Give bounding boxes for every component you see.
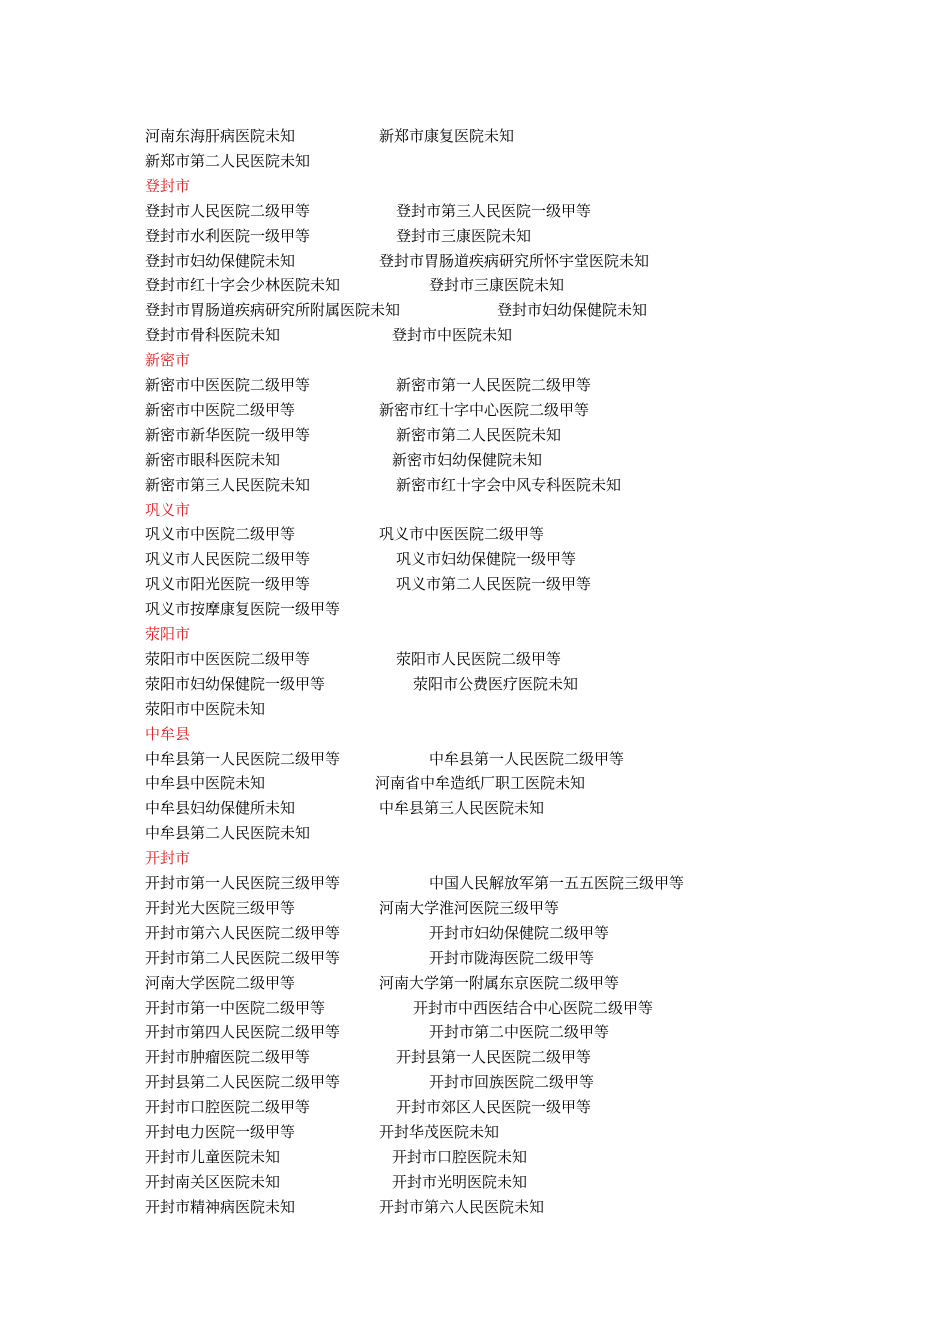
- hospital-entry-right: 登封市三康医院未知: [396, 226, 532, 245]
- hospital-entry-left: 开封市口腔医院二级甲等: [145, 1098, 311, 1117]
- hospital-entry-left: 中牟县中医院未知: [145, 774, 266, 793]
- hospital-entry-right: 开封市回族医院二级甲等: [429, 1073, 595, 1092]
- hospital-entry-left: 新郑市第二人民医院未知: [145, 151, 311, 170]
- section-heading: 开封市: [145, 849, 191, 868]
- hospital-entry-left: 登封市人民医院二级甲等: [145, 201, 311, 220]
- hospital-entry-left: 登封市水利医院一级甲等: [145, 226, 311, 245]
- hospital-entry-left: 荥阳市妇幼保健院一级甲等: [145, 674, 326, 693]
- hospital-entry-left: 开封市第六人民医院二级甲等: [145, 923, 341, 942]
- hospital-entry-left: 中牟县第二人民医院未知: [145, 824, 311, 843]
- hospital-entry-left: 开封市儿童医院未知: [145, 1147, 281, 1166]
- hospital-entry-left: 登封市胃肠道疾病研究所附属医院未知: [145, 301, 401, 320]
- hospital-entry-left: 登封市骨科医院未知: [145, 326, 281, 345]
- section-heading: 新密市: [145, 351, 191, 370]
- hospital-entry-right: 新密市妇幼保健院未知: [392, 450, 543, 469]
- hospital-entry-left: 巩义市中医院二级甲等: [145, 525, 296, 544]
- hospital-entry-right: 新密市红十字中心医院二级甲等: [379, 400, 590, 419]
- hospital-entry-left: 开封县第二人民医院二级甲等: [145, 1073, 341, 1092]
- hospital-entry-right: 巩义市妇幼保健院一级甲等: [396, 550, 577, 569]
- hospital-entry-right: 登封市妇幼保健院未知: [497, 301, 648, 320]
- hospital-entry-left: 开封市肿瘤医院二级甲等: [145, 1048, 311, 1067]
- hospital-entry-right: 开封市郊区人民医院一级甲等: [396, 1098, 592, 1117]
- hospital-entry-left: 开封市第二人民医院二级甲等: [145, 948, 341, 967]
- hospital-entry-left: 开封市第一中医院二级甲等: [145, 998, 326, 1017]
- hospital-entry-right: 河南省中牟造纸厂职工医院未知: [375, 774, 586, 793]
- hospital-entry-right: 河南大学淮河医院三级甲等: [379, 898, 560, 917]
- section-heading: 中牟县: [145, 724, 191, 743]
- hospital-entry-left: 登封市红十字会少林医院未知: [145, 276, 341, 295]
- hospital-entry-left: 开封市第一人民医院三级甲等: [145, 874, 341, 892]
- hospital-entry-right: 登封市三康医院未知: [429, 276, 565, 295]
- hospital-entry-right: 荥阳市人民医院二级甲等: [396, 649, 562, 668]
- hospital-entry-left: 巩义市阳光医院一级甲等: [145, 575, 311, 594]
- hospital-entry-right: 开封市妇幼保健院二级甲等: [429, 923, 610, 942]
- hospital-entry-left: 新密市眼科医院未知: [145, 450, 281, 469]
- hospital-entry-left: 新密市新华医院一级甲等: [145, 425, 311, 444]
- hospital-entry-left: 开封电力医院一级甲等: [145, 1123, 296, 1141]
- hospital-entry-right: 新密市第二人民医院未知: [396, 425, 562, 444]
- section-heading: 登封市: [145, 176, 191, 195]
- hospital-entry-right: 开封市第二中医院二级甲等: [429, 1023, 610, 1042]
- hospital-entry-right: 开封市陇海医院二级甲等: [429, 948, 595, 967]
- hospital-entry-right: 开封县第一人民医院二级甲等: [396, 1048, 592, 1067]
- hospital-entry-left: 河南大学医院二级甲等: [145, 973, 296, 992]
- hospital-entry-right: 开封市口腔医院未知: [392, 1147, 528, 1166]
- hospital-entry-left: 中牟县妇幼保健所未知: [145, 799, 296, 818]
- hospital-entry-left: 开封南关区医院未知: [145, 1172, 281, 1191]
- hospital-entry-right: 河南大学第一附属东京医院二级甲等: [379, 973, 620, 992]
- hospital-entry-left: 新密市中医院二级甲等: [145, 400, 296, 419]
- hospital-entry-right: 开封市中西医结合中心医院二级甲等: [413, 998, 654, 1017]
- section-heading: 荥阳市: [145, 625, 191, 643]
- hospital-entry-right: 登封市第三人民医院一级甲等: [396, 201, 592, 220]
- hospital-entry-left: 中牟县第一人民医院二级甲等: [145, 749, 341, 768]
- hospital-entry-right: 开封华茂医院未知: [379, 1123, 500, 1141]
- section-heading: 巩义市: [145, 500, 191, 519]
- hospital-entry-left: 巩义市人民医院二级甲等: [145, 550, 311, 569]
- hospital-entry-right: 巩义市第二人民医院一级甲等: [396, 575, 592, 594]
- hospital-entry-left: 开封市精神病医院未知: [145, 1197, 296, 1216]
- hospital-entry-right: 中牟县第一人民医院二级甲等: [429, 749, 625, 768]
- hospital-entry-left: 登封市妇幼保健院未知: [145, 251, 296, 270]
- hospital-entry-left: 荥阳市中医医院二级甲等: [145, 649, 311, 668]
- hospital-entry-right: 开封市光明医院未知: [392, 1172, 528, 1191]
- hospital-entry-left: 巩义市按摩康复医院一级甲等: [145, 600, 341, 619]
- hospital-entry-left: 荥阳市中医院未知: [145, 699, 266, 718]
- hospital-entry-left: 开封市第四人民医院二级甲等: [145, 1023, 341, 1042]
- hospital-entry-left: 河南东海肝病医院未知: [145, 127, 296, 145]
- hospital-entry-right: 登封市中医院未知: [392, 326, 513, 345]
- hospital-entry-left: 开封光大医院三级甲等: [145, 898, 296, 917]
- hospital-entry-right: 中牟县第三人民医院未知: [379, 799, 545, 818]
- hospital-entry-right: 荥阳市公费医疗医院未知: [413, 674, 579, 693]
- hospital-entry-left: 新密市第三人民医院未知: [145, 475, 311, 494]
- hospital-entry-right: 登封市胃肠道疾病研究所怀宇堂医院未知: [379, 251, 650, 270]
- hospital-entry-left: 新密市中医医院二级甲等: [145, 376, 311, 394]
- hospital-entry-right: 开封市第六人民医院未知: [379, 1197, 545, 1216]
- hospital-entry-right: 新郑市康复医院未知: [379, 127, 515, 145]
- hospital-entry-right: 中国人民解放军第一五五医院三级甲等: [429, 874, 685, 892]
- hospital-entry-right: 新密市第一人民医院二级甲等: [396, 376, 592, 394]
- hospital-entry-right: 巩义市中医医院二级甲等: [379, 525, 545, 544]
- hospital-entry-right: 新密市红十字会中风专科医院未知: [396, 475, 622, 494]
